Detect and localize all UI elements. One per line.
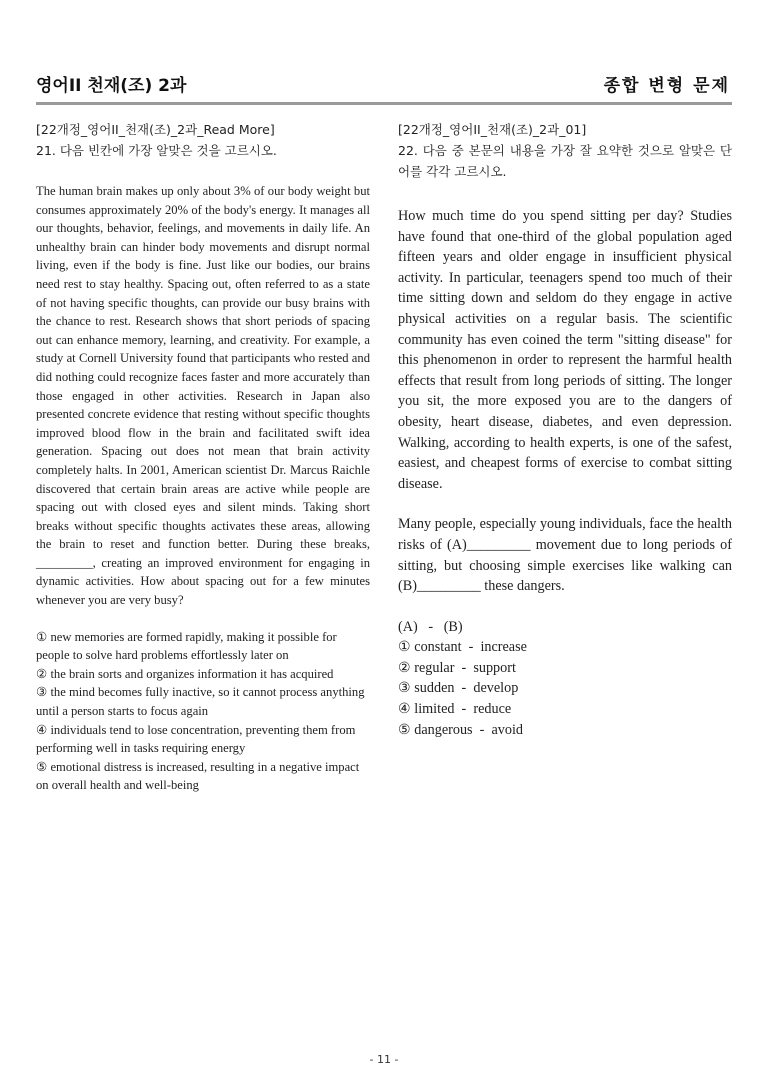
- question-22-passage: How much time do you spend sitting per day? Studies have found that one-third of the global population aged fifteen years and older engage in insufficient physical activity. In particular, teenagers spend too much of their time sitting down and seldom do they engage in active physical activities on a regular basis. The scientific community has even coined the term "sitting disease" for this phenomenon in order to represent the harmful health effects that result from long periods of sitting. The longer you sit, the more exposed you are to the dangers of obesity, heart disease, diabetes, and even depression. Walking, according to health experts, is one of the safest, easiest, and cheapest forms of exercise to combat sitting disease.: [398, 208, 732, 492]
- page-title: 영어II 천재(조) 2과: [36, 76, 187, 96]
- question-21-option-1[interactable]: ① new memories are formed rapidly, making it possible for people to solve hard problems effortlessly later on: [36, 629, 337, 663]
- question-22-option-3[interactable]: ③ sudden - develop: [398, 680, 519, 697]
- question-22-options: [398, 617, 732, 741]
- page-header: [36, 70, 732, 100]
- right-column: [398, 120, 732, 740]
- question-22-options-header: (A) - (B): [398, 618, 463, 635]
- question-22-option-1[interactable]: ① constant - increase: [398, 639, 527, 656]
- question-22-summary: Many people, especially young individuals, face the health risks of (A)_________ movement due to long periods of sitting, but choosing simple exercises like walking can (B)_________ these dangers.: [398, 516, 732, 595]
- question-22-option-4[interactable]: ④ limited - reduce: [398, 701, 512, 718]
- question-22-title: 22. 다음 중 본문의 내용을 가장 잘 요약한 것으로 알맞은 단어를 각각 고르시오.: [398, 143, 732, 179]
- left-column: [36, 120, 370, 795]
- page-number: - 11 -: [369, 1053, 399, 1066]
- question-22-option-5[interactable]: ⑤ dangerous - avoid: [398, 721, 524, 738]
- header-divider: [36, 102, 732, 105]
- question-21-source: [22개정_영어II_천재(조)_2과_Read More]: [36, 122, 275, 137]
- question-21-option-4[interactable]: ④ individuals tend to lose concentration, preventing them from performing well in tasks requiring energy: [36, 722, 356, 756]
- question-21-passage: The human brain makes up only about 3% of our body weight but consumes approximately 20% of the body's energy. It manages all our thoughts, behavior, feelings, and movements in daily life. An unhealthy brain can hinder body movements and disrupt normal living, even if the body is fine. Just like our bodies, our brains need rest to stay healthy. Spacing out, often referred to as a state of not having specific thoughts, can provide our busy brains with the chance to rest. Research shows that short periods of spacing out can enhance memory, learning, and creativity. For example, a study at Cornell University found that participants who rested and did nothing could recognize faces faster and more accurately than those engaged in other activities. Research in Japan also presented concrete evidence that resting without specific thoughts improved blood flow in the brain and facilitated swift idea generation. Spacing out does not mean that brain activity completely halts. In 2001, American scientist Dr. Marcus Raichle discovered that certain brain areas are active while people are spacing out with closed eyes and silent minds. Taking short breaks without specific thoughts activates these areas, allowing the brain to reset and function better. During these breaks, _________, creating an improved environment for engaging in dynamic activities. How about spacing out for a few minutes whenever you are very busy?: [36, 184, 370, 608]
- question-22-option-2[interactable]: ② regular - support: [398, 659, 516, 676]
- question-21-option-5[interactable]: ⑤ emotional distress is increased, resulting in a negative impact on overall health and well-being: [36, 759, 360, 793]
- question-22-source: [22개정_영어II_천재(조)_2과_01]: [398, 122, 587, 137]
- question-21-option-2[interactable]: ② the brain sorts and organizes information it has acquired: [36, 666, 334, 681]
- question-21-options: [36, 628, 370, 795]
- question-21-title: 21. 다음 빈칸에 가장 알맞은 것을 고르시오.: [36, 143, 277, 158]
- question-21-option-3[interactable]: ③ the mind becomes fully inactive, so it cannot process anything until a person starts to focus again: [36, 685, 365, 719]
- page-subtitle: 종합 변형 문제: [603, 76, 730, 96]
